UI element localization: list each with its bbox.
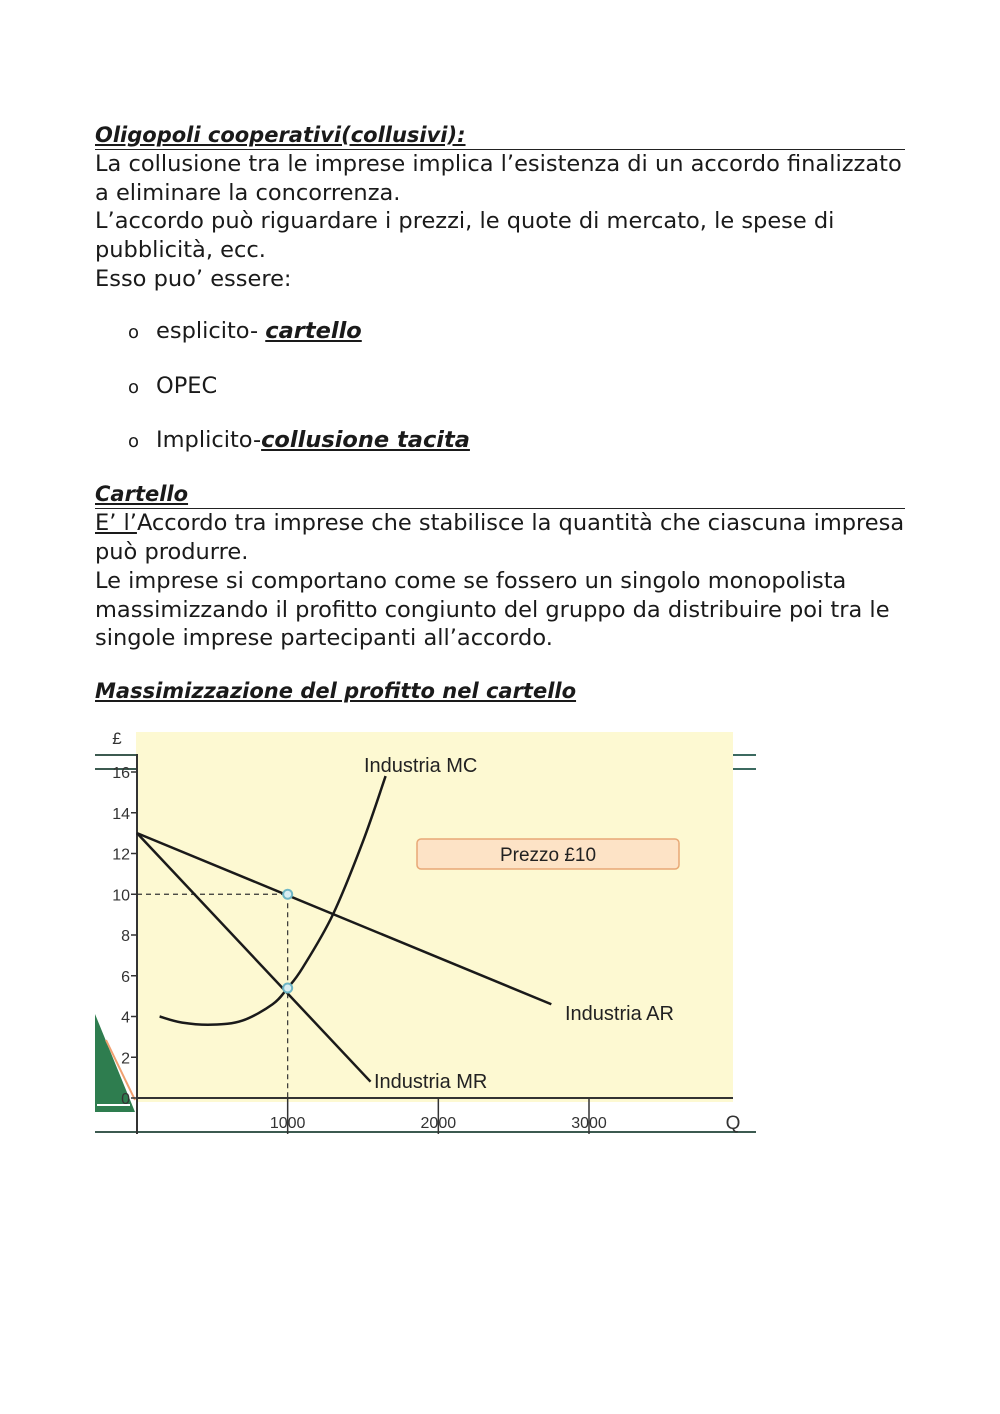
heading-text: Cartello (95, 482, 189, 506)
section-heading-cartello (95, 480, 905, 509)
list-item (128, 423, 470, 478)
heading-text: Massimizzazione del profitto nel cartello (95, 679, 577, 703)
y-tick-label: 14 (112, 805, 130, 823)
series-name: Industria MC (364, 755, 478, 777)
equilibrium-point (283, 983, 292, 992)
cartel-profit-chart (92, 722, 762, 1142)
plot-background (136, 732, 733, 1102)
heading-text: Oligopoli cooperativi(collusivi): (95, 123, 466, 147)
bullet-marker: o (128, 322, 140, 343)
paragraph-esso: Esso puo’ essere: (95, 266, 292, 292)
y-tick-label: 8 (121, 928, 130, 945)
paragraph-accordo: L’accordo può riguardare i prezzi, le quote di mercato, le spese di pubblicità, ecc. (95, 208, 835, 263)
underlined-prefix: E’ l’ (95, 510, 137, 536)
paragraph-collusione: La collusione tra le imprese implica l’esistenza di un accordo finalizzato a eliminare la concorrenza. (95, 151, 902, 206)
x-tick-label: 1000 (269, 1115, 306, 1132)
equilibrium-point (283, 890, 292, 899)
y-tick-label: 2 (121, 1050, 130, 1068)
y-tick-label: 6 (121, 968, 130, 986)
bullet-text: OPEC (156, 372, 218, 399)
paragraph-definizione (95, 509, 905, 566)
series-label-ar (565, 1003, 674, 1025)
bullet-list (128, 314, 470, 478)
y-tick-label: 0 (121, 1091, 130, 1108)
y-tick-label: 16 (112, 765, 130, 782)
y-tick-label: 4 (121, 1009, 130, 1027)
series-name: Industria MR (374, 1071, 488, 1093)
bullet-text: Implicito- (156, 427, 262, 453)
bullet-marker: o (128, 376, 140, 398)
list-item (128, 314, 470, 369)
x-tick-label: 2000 (420, 1115, 457, 1132)
bullet-marker: o (128, 431, 140, 452)
bullet-text: esplicito- (156, 318, 266, 344)
series-label-mr (374, 1071, 487, 1093)
series-label-mc (364, 755, 477, 777)
y-tick-label: 10 (112, 887, 130, 905)
y-axis-label: £ (112, 729, 122, 748)
section-heading-oligopoli (95, 121, 905, 150)
bullet-emphasis: cartello (265, 318, 362, 344)
section-heading-massimizzazione (95, 677, 905, 705)
series-name: Industria AR (565, 1003, 674, 1025)
price-callout-label: Prezzo £10 (499, 845, 597, 866)
bullet-emphasis: collusione tacita (261, 427, 470, 453)
paragraph-monopolista: Le imprese si comportano come se fossero un singolo monopolista massimizzando il profitto congiunto del gruppo da distribuire poi tra le singole imprese partecipanti all’accordo. (95, 568, 890, 652)
definition-text: Accordo tra imprese che stabilisce la quantità che ciascuna impresa può produrre. (95, 510, 905, 565)
x-tick-label: 3000 (571, 1115, 607, 1132)
list-item (128, 369, 470, 424)
x-axis-label: Q (725, 1113, 741, 1134)
y-tick-label: 12 (112, 846, 130, 864)
